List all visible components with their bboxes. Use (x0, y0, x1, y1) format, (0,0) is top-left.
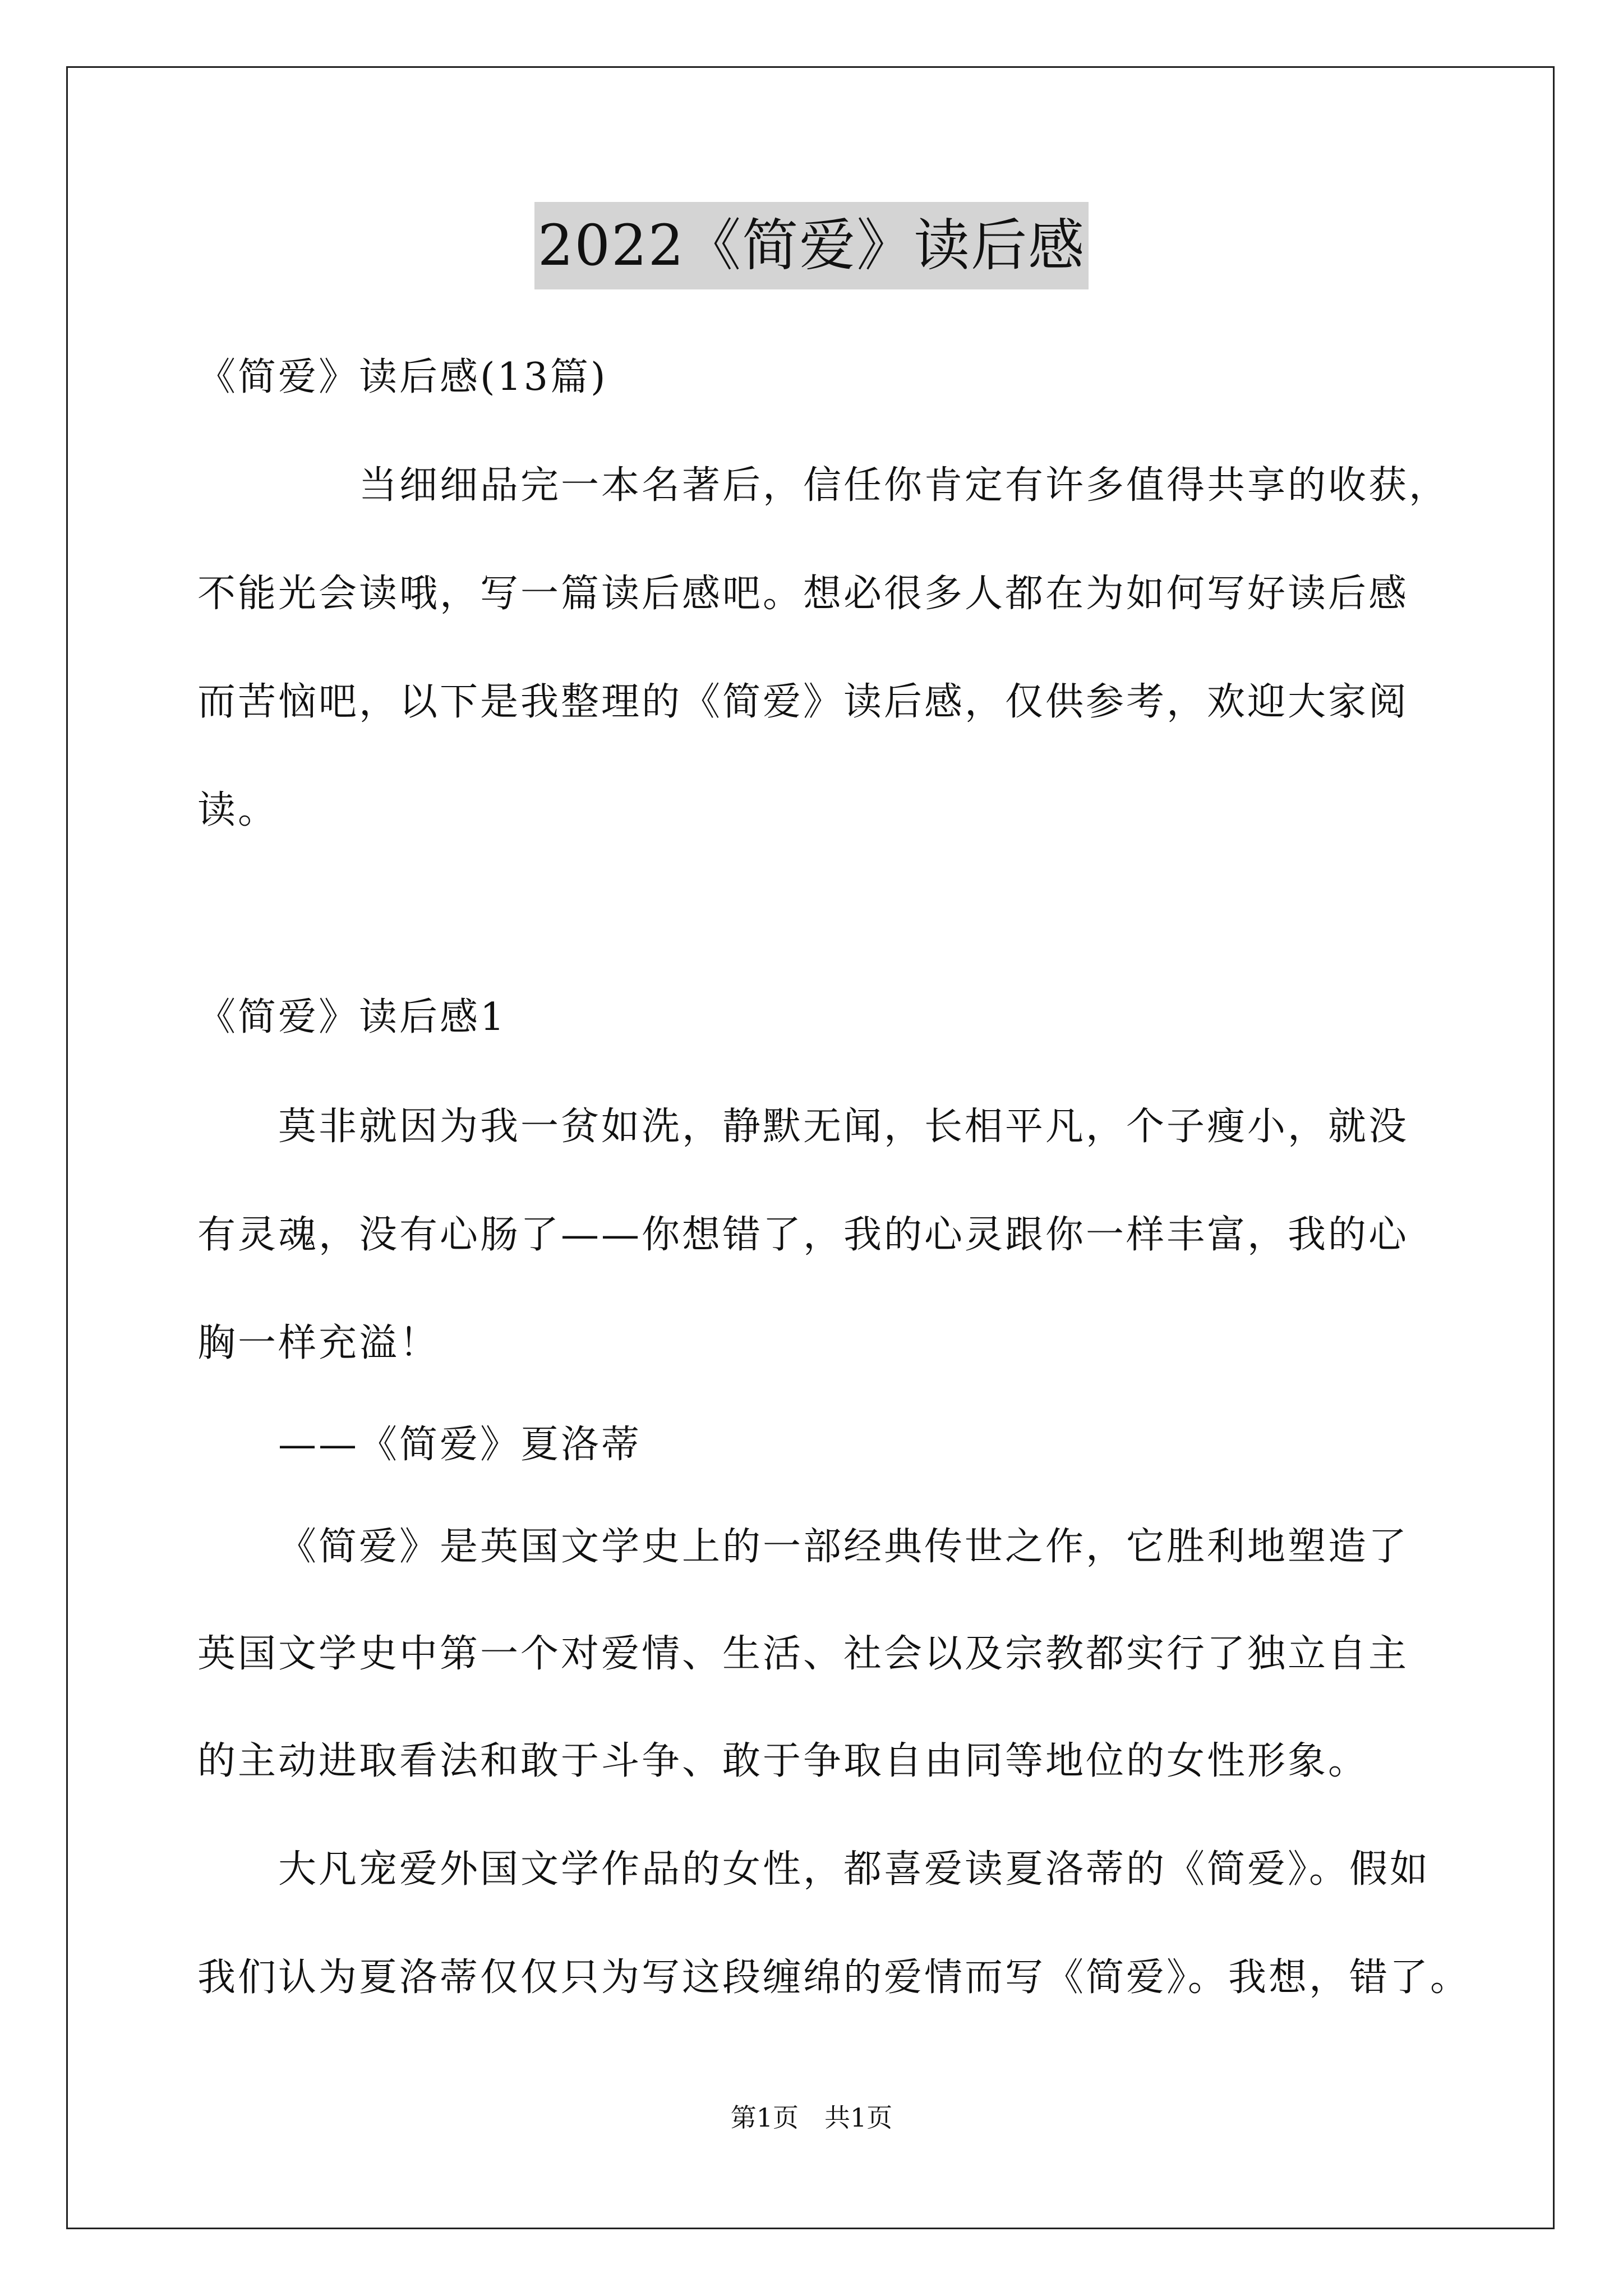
subtitle-line: 《简爱》读后感(13篇) (197, 355, 608, 399)
section-heading: 《简爱》读后感1 (197, 995, 507, 1039)
page-number-total: 共1页 (824, 2102, 893, 2133)
page-footer (0, 2101, 1623, 2134)
paragraph-line: 不能光会读哦，写一篇读后感吧。想必很多人都在为如何写好读后感 (197, 572, 1409, 616)
paragraph-line: 读。 (197, 788, 279, 832)
quote-attribution: ——《简爱》夏洛蒂 (278, 1423, 642, 1467)
document-title: 2022《简爱》读后感 (534, 202, 1089, 289)
page-number-current: 第1页 (730, 2102, 799, 2133)
paragraph-line: 而苦恼吧，以下是我整理的《简爱》读后感，仅供参考，欢迎大家阅 (197, 680, 1409, 724)
paragraph-line: 大凡宠爱外国文学作品的女性，都喜爱读夏洛蒂的《简爱》。假如 (278, 1847, 1431, 1892)
paragraph-line: 英国文学史中第一个对爱情、生活、社会以及宗教都实行了独立自主 (197, 1632, 1409, 1676)
paragraph-line: 胸一样充溢！ (197, 1321, 440, 1365)
paragraph-line: 的主动进取看法和敢于斗争、敢于争取自由同等地位的女性形象。 (197, 1739, 1369, 1783)
paragraph-line: 有灵魂，没有心肠了——你想错了，我的心灵跟你一样丰富，我的心 (197, 1213, 1409, 1257)
paragraph-line: 莫非就因为我一贫如洗，静默无闻，长相平凡，个子瘦小，就没 (278, 1105, 1409, 1149)
paragraph-line: 《简爱》是英国文学史上的一部经典传世之作，它胜利地塑造了 (278, 1525, 1409, 1569)
title-block (0, 202, 1623, 289)
paragraph-line: 我们认为夏洛蒂仅仅只为写这段缠绵的爱情而写《简爱》。我想，错了。 (197, 1955, 1471, 2000)
paragraph-line: 当细细品完一本名著后，信任你肯定有许多值得共享的收获， (359, 463, 1450, 508)
